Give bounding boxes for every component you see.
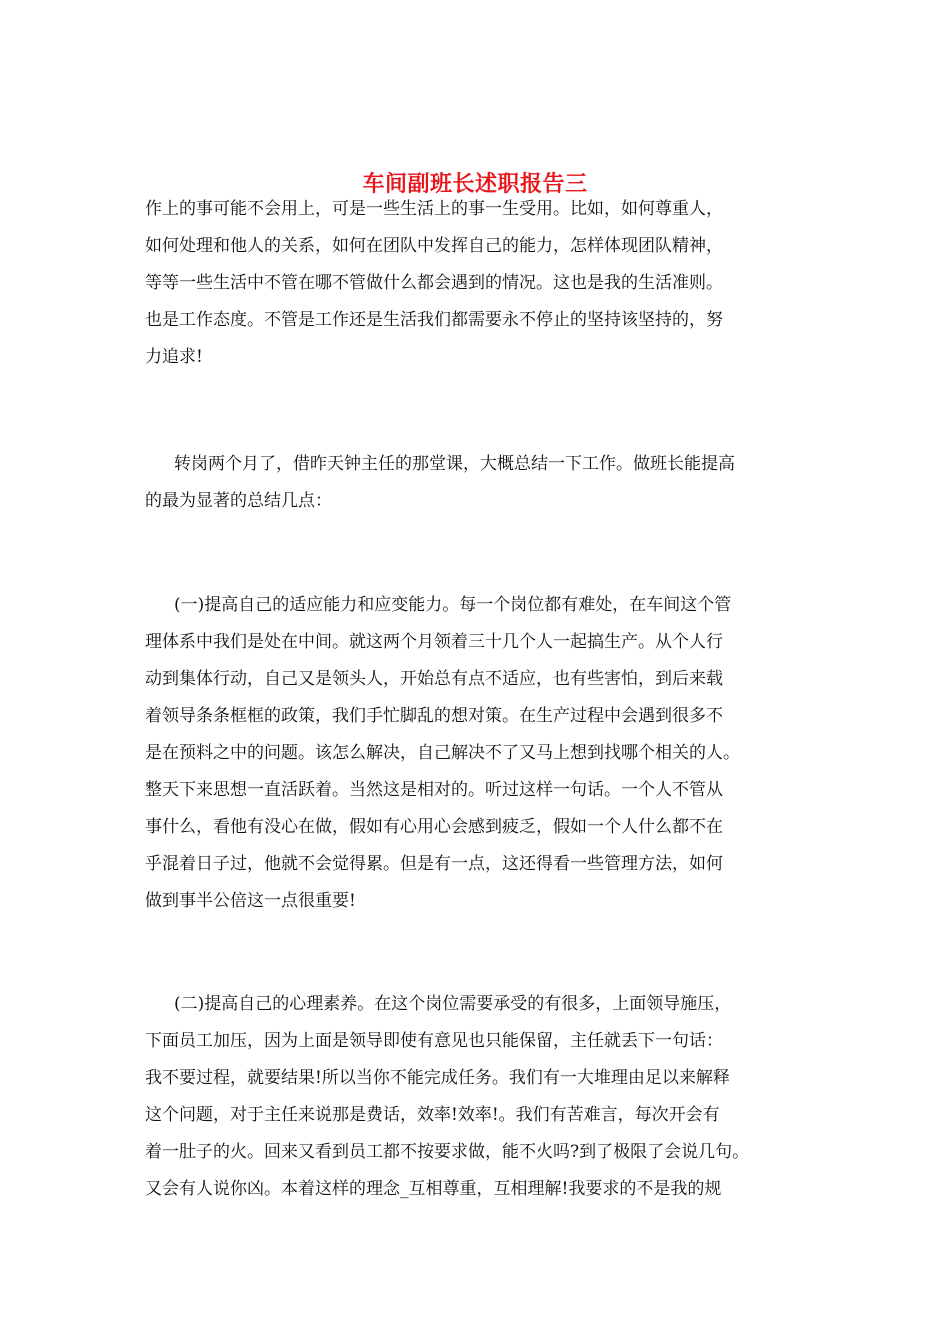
paragraph-1-line-1: 作上的事可能不会用上，可是一些生活上的事一生受用。比如，如何尊重人， — [145, 199, 723, 219]
paragraph-3-line-8: 乎混着日子过，他就不会觉得累。但是有一点，这还得看一些管理方法，如何 — [145, 854, 723, 874]
paragraph-3-line-6: 整天下来思想一直活跃着。当然这是相对的。听过这样一句话。一个人不管从 — [145, 780, 723, 800]
paragraph-3-line-2: 理体系中我们是处在中间。就这两个月领着三十几个人一起搞生产。从个人行 — [145, 632, 723, 652]
paragraph-1-line-5: 力追求! — [145, 347, 203, 367]
page-title: 车间副班长述职报告三 — [362, 170, 588, 197]
paragraph-3-line-3: 动到集体行动，自己又是领头人，开始总有点不适应，也有些害怕，到后来载 — [145, 669, 723, 689]
paragraph-4-line-4: 这个问题，对于主任来说那是费话，效率!效率!。我们有苦难言，每次开会有 — [145, 1105, 720, 1125]
paragraph-4-line-3: 我不要过程，就要结果!所以当你不能完成任务。我们有一大堆理由足以来解释 — [145, 1068, 730, 1088]
paragraph-4-line-5: 着一肚子的火。回来又看到员工都不按要求做，能不火吗?到了极限了会说几句。 — [145, 1142, 750, 1162]
paragraph-4-line-2: 下面员工加压，因为上面是领导即使有意见也只能保留，主任就丢下一句话： — [145, 1031, 723, 1051]
paragraph-1-line-4: 也是工作态度。不管是工作还是生活我们都需要永不停止的坚持该坚持的，努 — [145, 310, 723, 330]
paragraph-1-line-2: 如何处理和他人的关系，如何在团队中发挥自己的能力，怎样体现团队精神， — [145, 236, 723, 256]
paragraph-2-line-1: 转岗两个月了，借昨天钟主任的那堂课，大概总结一下工作。做班长能提高 — [174, 454, 735, 474]
paragraph-4-line-1: (二)提高自己的心理素养。在这个岗位需要承受的有很多，上面领导施压， — [174, 994, 732, 1014]
paragraph-3-line-1: (一)提高自己的适应能力和应变能力。每一个岗位都有难处，在车间这个管 — [174, 595, 732, 615]
paragraph-3-line-5: 是在预料之中的问题。该怎么解决，自己解决不了又马上想到找哪个相关的人。 — [145, 743, 740, 763]
paragraph-3-line-4: 着领导条条框框的政策，我们手忙脚乱的想对策。在生产过程中会遇到很多不 — [145, 706, 723, 726]
paragraph-1-line-3: 等等一些生活中不管在哪不管做什么都会遇到的情况。这也是我的生活准则。 — [145, 273, 723, 293]
paragraph-2-line-2: 的最为显著的总结几点： — [145, 491, 332, 511]
paragraph-3-line-9: 做到事半公倍这一点很重要! — [145, 891, 356, 911]
paragraph-4-line-6: 又会有人说你凶。本着这样的理念_互相尊重，互相理解!我要求的不是我的规 — [145, 1179, 722, 1199]
paragraph-3-line-7: 事什么，看他有没心在做，假如有心用心会感到疲乏，假如一个人什么都不在 — [145, 817, 723, 837]
